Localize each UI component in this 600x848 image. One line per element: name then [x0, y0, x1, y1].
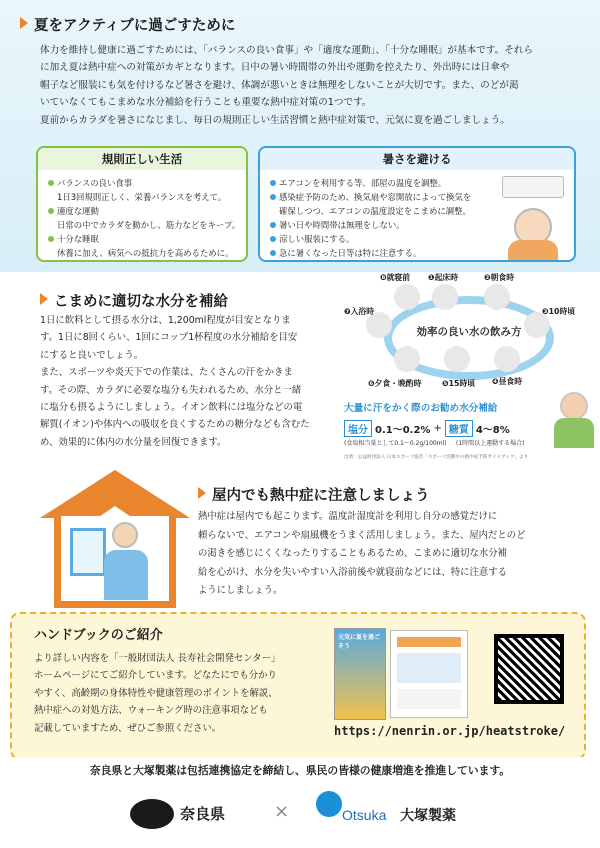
book-title: 元気に夏を過ごそう	[338, 634, 381, 650]
wheel-center-label: 効率の良い水の飲み方	[416, 326, 522, 338]
list-item: 日常の中でカラダを動かし、筋力などをキープ。	[57, 220, 241, 230]
list-item: 十分な睡眠	[48, 232, 238, 246]
lunch-icon	[494, 346, 520, 372]
plus-sign: +	[433, 423, 442, 434]
handbook-title: ハンドブックのご紹介	[34, 628, 163, 643]
air-conditioner-icon	[502, 176, 564, 198]
wheel-label: ❻夕食・晩酌時	[368, 379, 422, 388]
sugar-note: (1時間以上運動する場合)	[456, 440, 525, 447]
elderly-man-body	[554, 418, 594, 448]
handbook-pages-image	[390, 630, 468, 718]
section-title-indoor: 屋内でも熱中症に注意しましょう	[198, 484, 430, 505]
source-note: 出典：公益財団法人 日本スポーツ協会「スポーツ活動中の熱中症予防ガイドブック」より	[344, 455, 529, 460]
wheel-label: ❷朝食時	[484, 273, 514, 282]
triangle-icon	[198, 487, 206, 499]
salt-value: 0.1～0.2%	[375, 425, 431, 436]
avoid-heat-box	[258, 146, 576, 262]
wheel-label: ❼入浴時	[344, 307, 374, 316]
house-illustration	[40, 470, 190, 610]
salt-note: (食塩相当量として0.1～0.2g/100ml)	[344, 440, 447, 447]
otsuka-jp-label: 大塚製薬	[400, 808, 456, 824]
list-item: 急に暑くなった日等は特に注意する。	[270, 246, 566, 260]
wheel-label: ❺15時頃	[442, 379, 476, 388]
triangle-icon	[20, 17, 28, 29]
handbook-cover-image	[334, 628, 386, 720]
list-item: バランスの良い食事	[48, 176, 238, 190]
footer	[0, 757, 600, 848]
partnership-text: 奈良県と大塚製薬は包括連携協定を締結し、県民の皆様の健康増進を推進しています。	[89, 764, 511, 777]
person-illustration	[112, 522, 138, 548]
otsuka-logo-icon	[316, 791, 342, 817]
sweat-box	[344, 398, 594, 470]
dinner-icon	[394, 346, 420, 372]
sugar-value: 4～8%	[475, 425, 510, 436]
qr-code[interactable]	[494, 634, 564, 704]
nara-label: 奈良県	[180, 805, 226, 823]
handbook-box	[10, 612, 586, 760]
wakeup-icon	[432, 284, 458, 310]
person-body	[104, 550, 148, 600]
handbook-body: より詳しい内容を「一般財団法人 長寿社会開発センター」 ホームページにてご紹介しています。どなたにでも分かり やすく、高齢期の身体特性や健康管理のポイントを解説、 熱中症への対処方法、ウォーキング時の注意事項なども 記載していますため、ぜひご参照ください。	[34, 653, 281, 734]
indoor-body: 熱中症は屋内でも起こります。温度計湿度計を利用し自分の感覚だけに 頼らないで、エアコンや扇風機をうまく活用しましょう。また、屋内だとのど の渇きを感じにくくなったりすることもあるため、こまめに適切な水分補 給を心がけ、水分を失いやすい入浴前後や就寝前などには、特に注意する ようにしましょう。	[198, 511, 526, 597]
water-body: 1日に飲料として摂る水分は、1,200ml程度が目安となりま す。1日に8回くらい、1回にコップ1杯程度の水分補給を目安 にすると良いでしょう。 また、スポーツや炎天下での作業は、たくさんの汗をかきま す。その際、カラダに必要な塩分も失われるため、水分と一緒 に塩分も摂るようにしましょう。イオン飲料には塩分などの電 解質(イオン)や体内への吸収を良くするための糖分なども含むた め、効果的に体内の水分量を回復できます。	[40, 315, 310, 448]
bedtime-icon	[394, 284, 420, 310]
avoid-heat-title: 暑さを避ける	[260, 148, 574, 170]
list-item: 暑い日や時間帯は無理をしない。	[270, 218, 566, 232]
wheel-label: ❸10時頃	[542, 307, 576, 316]
list-item: 1日3回規則正しく、栄養バランスを考えて。	[57, 192, 227, 202]
section-title-water: こまめに適切な水分を補給	[40, 290, 228, 311]
breakfast-icon	[484, 284, 510, 310]
list-item: 適度な運動	[48, 204, 238, 218]
salt-label: 塩分	[344, 420, 372, 437]
list-item: 涼しい服装にする。	[270, 232, 566, 246]
window-icon	[70, 528, 106, 576]
wheel-label: ❽就寝前	[380, 273, 410, 282]
handbook-url-link[interactable]: https://nenrin.or.jp/heatstroke/	[334, 724, 566, 738]
list-item: 感染症予防のため、換気扇や窓開放によって換気を	[270, 190, 566, 204]
elderly-man-illustration	[560, 392, 588, 420]
wheel-label: ❹昼食時	[492, 377, 522, 386]
three-oclock-icon	[444, 346, 470, 372]
sweat-title: 大量に汗をかく際のお勧め水分補給	[344, 403, 498, 414]
sugar-label: 糖質	[445, 420, 473, 437]
cross-sign: ×	[274, 801, 290, 822]
drinking-wheel	[344, 268, 594, 398]
nara-logo-icon	[130, 799, 174, 829]
list-item: 確保しつつ、エアコンの温度設定をこまめに調整。	[279, 206, 471, 216]
section-title-summer: 夏をアクティブに過ごすために	[20, 14, 235, 35]
wheel-label: ❶起床時	[428, 273, 458, 282]
list-item: エアコンを利用する等、部屋の温度を調整。	[270, 176, 566, 190]
summer-body: 体力を維持し健康に過ごすためには、「バランスの良い食事」や「適度な運動」、「十分な睡眠」が基本です。それら に加え夏は熱中症への対策がカギとなります。日中の暑い時間帯の外出や運動を控えたり、外出時には日傘や 帽子など服装にも気を付けるなど暑さを避け、体調が悪いときは無理をしないことが大切です。また、のどが渇 いていなくてもこまめな水分補給を行うことも重要な熱中症対策の1つです。 夏前からカラダを暑さになじまし、毎日の規則正しい生活習慣と熱中症対策で、元気に夏を過ごしましょう。	[40, 45, 534, 126]
triangle-icon	[40, 293, 48, 305]
regular-life-title: 規則正しい生活	[38, 148, 246, 170]
elderly-woman-body	[508, 240, 558, 262]
otsuka-label: Otsuka	[342, 807, 387, 823]
list-item: 休養に加え、病気への抵抗力を高めるために。	[57, 248, 234, 258]
regular-life-box	[36, 146, 248, 262]
